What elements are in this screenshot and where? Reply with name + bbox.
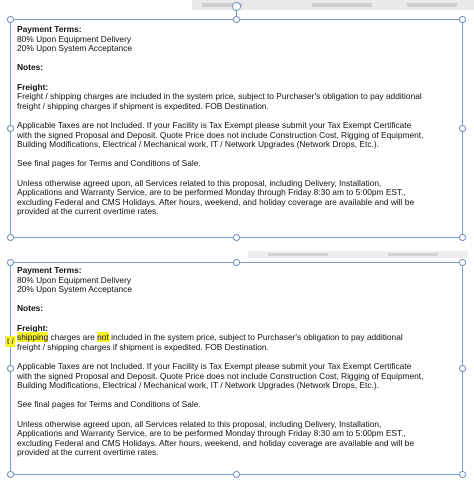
resize-handle-bottom[interactable] [233,471,240,478]
payment-line: 20% Upon System Acceptance [17,43,132,54]
resize-handle-left[interactable] [7,125,14,132]
notes-label: Notes: [17,62,44,73]
services-line: excluding Federal and CMS Holidays. After hours, weekend, and holiday coverage are available and will be [17,437,415,448]
taxes-line: Applicable Taxes are not Included. If your Facility is Tax Exempt please submit your Tax Exempt Certificate [17,360,412,371]
resize-handle-bottom-right[interactable] [459,234,466,241]
services-line: provided at the current overtime rates. [17,447,159,458]
resize-handle-right[interactable] [459,125,466,132]
resize-handle-bottom-right[interactable] [459,471,466,478]
taxes-line: with the signed Proposal and Deposit. Quote Price does not include Construction Cost, Rigging of Equipment, [17,129,424,140]
services-line: excluding Federal and CMS Holidays. After hours, weekend, and holiday coverage are available and will be [17,196,415,207]
payment-line: 80% Upon Equipment Delivery [17,33,132,44]
payment-terms-label: Payment Terms: [17,24,82,34]
services-line: Applications and Warranty Service, are to be performed Monday through Friday 8:30 am to 5:00pm EST., [17,187,406,198]
freight-line-edited: shipping charges are not included in the system price, subject to Purchaser's obligation to pay additional [17,332,403,343]
rotate-handle[interactable] [232,2,241,11]
freight-label: Freight: [17,322,49,333]
resize-handle-top-right[interactable] [459,16,466,23]
resize-handle-left[interactable] [7,365,14,372]
payment-terms-label: Payment Terms: [17,265,82,275]
freight-line: Freight / shipping charges are included in the system price, subject to Purchaser's obligation to pay additional [17,91,422,102]
taxes-line: with the signed Proposal and Deposit. Quote Price does not include Construction Cost, Rigging of Equipment, [17,370,424,381]
services-line: Unless otherwise agreed upon, all Services related to this proposal, including Delivery, Installation, [17,418,382,429]
resize-handle-top-left[interactable] [7,259,14,266]
services-line: provided at the current overtime rates. [17,206,159,217]
services-line: Applications and Warranty Service, are to be performed Monday through Friday 8:30 am to 5:00pm EST., [17,428,406,439]
freight-label: Freight: [17,81,49,92]
notes-label: Notes: [17,303,44,314]
final-pages-note: See final pages for Terms and Conditions of Sale. [17,399,201,410]
resize-handle-top[interactable] [233,259,240,266]
payment-line: 20% Upon System Acceptance [17,284,132,295]
highlighted-word-not: not [97,332,109,343]
resize-handle-bottom-left[interactable] [7,234,14,241]
resize-handle-right[interactable] [459,365,466,372]
text-box-original-content[interactable] [17,25,423,217]
resize-handle-bottom[interactable] [233,234,240,241]
cursor-glyph: t / [7,337,14,346]
taxes-line: Building Modifications, Electrical / Mechanical work, IT / Network Upgrades (Network Drops, Etc.). [17,380,379,391]
resize-handle-top[interactable] [233,16,240,23]
payment-line: 80% Upon Equipment Delivery [17,274,132,285]
freight-line: freight / shipping charges if shipment is expedited. FOB Destination. [17,341,269,352]
text-cursor-highlight [5,336,15,347]
highlighted-word-shipping: shipping [17,332,49,343]
resize-handle-top-right[interactable] [459,259,466,266]
taxes-line: Applicable Taxes are not Included. If your Facility is Tax Exempt please submit your Tax Exempt Certificate [17,119,412,130]
final-pages-note: See final pages for Terms and Conditions of Sale. [17,158,201,169]
freight-line: freight / shipping charges if shipment is expedited. FOB Destination. [17,100,269,111]
text-box-edited-content[interactable] [17,266,423,458]
services-line: Unless otherwise agreed upon, all Services related to this proposal, including Delivery, Installation, [17,177,382,188]
taxes-line: Building Modifications, Electrical / Mechanical work, IT / Network Upgrades (Network Drops, Etc.). [17,139,379,150]
resize-handle-bottom-left[interactable] [7,471,14,478]
resize-handle-top-left[interactable] [7,16,14,23]
page-divider-strip [248,251,468,258]
